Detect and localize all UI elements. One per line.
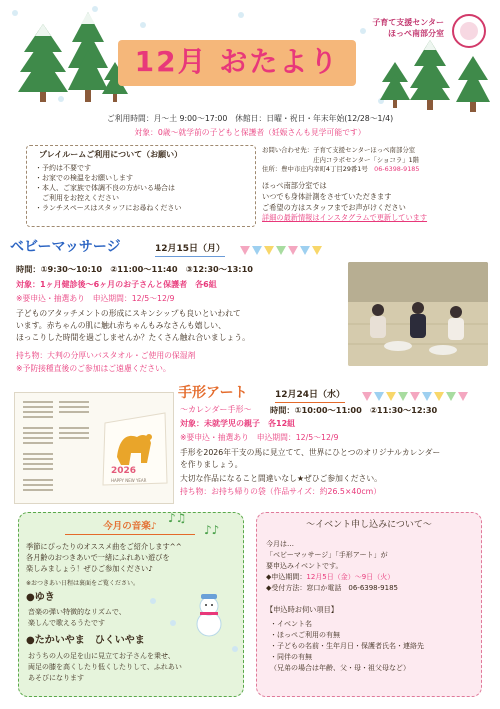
snowflake xyxy=(360,28,366,34)
snowflake xyxy=(140,22,146,28)
massage-description: 子どものアタッチメントの形成にスキンシップも良いといわれて います。赤ちゃんの肌に触れ赤ちゃんもみなさんも嬉しい、 ほっこりした時間を過ごしませんか？たくさん触れ合いましょう。 xyxy=(16,309,250,343)
playroom-item: ・お家での検温をお願いします xyxy=(35,173,133,182)
required-items-title: 【申込時お伺い項目】 xyxy=(266,605,338,614)
massage-bring: 持ち物：大判の分厚いバスタオル・ご使用の保湿剤 xyxy=(16,351,196,360)
snowman-icon xyxy=(192,592,226,638)
handprint-heading: 手形アート xyxy=(178,385,248,401)
playroom-item: ・本人、ご家族で体調不良の方がいる場合は xyxy=(35,184,175,193)
handprint-description: 手形を2026年干支の馬に見立てて、世界にひとつのオリジナルカレンダー を作りましょう。 xyxy=(180,448,441,470)
massage-photo xyxy=(348,262,488,366)
song-description: おうちの人の足を山に見立てお子さんを乗せ、 両足の膝を高くしたり低くしたりして、ふれあい あそびになります xyxy=(28,652,182,682)
snowflake xyxy=(238,12,244,18)
playroom-title: プレイルームご利用について（お願い） xyxy=(39,150,183,159)
event-body: 今月は… 「ベビーマッサージ」「手形アート」が 要申込みイベントです。 ◆申込期間：12月5日（金）〜9日（火） ◆受付方法：窓口か電話 06-6398-9185 xyxy=(266,540,398,593)
handprint-note: 大切な作品になること間違いなし★ぜひご参加ください。 xyxy=(180,474,382,483)
handprint-time: 時間：①10:00〜11:00 ②11:30〜12:30 xyxy=(270,405,438,415)
event-title: 〜イベント申し込みについて〜 xyxy=(306,520,432,530)
playroom-item: ・予約は不要です xyxy=(35,163,91,172)
massage-application: ※要申込・抽選あり 申込期間：12/5〜12/9 xyxy=(16,294,175,303)
instagram-link[interactable]: 詳細の最新情報はインスタグラムで更新しています xyxy=(262,213,428,223)
bunting-decoration xyxy=(362,392,470,402)
massage-date: 12月15日（月） xyxy=(155,243,225,257)
tree-icon xyxy=(456,56,490,112)
bunting-decoration xyxy=(240,246,324,256)
snowflake xyxy=(12,10,18,16)
massage-target: 対象：1ヶ月健診後〜6ヶ月のお子さんと保護者 各6組 xyxy=(16,280,217,289)
snowflake xyxy=(150,598,156,604)
handprint-bring: 持ち物：お持ち帰りの袋（作品サイズ：約26.5×40cm） xyxy=(180,487,382,496)
contact-info: お問い合わせ先：子育て支援センターほっぺ南部分室 庄内コラボセンター「ショコラ」1階 住所：豊中市庄内幸町4丁目29番1号 06-6398-9185 xyxy=(262,146,420,174)
page-title: 12月 おたより xyxy=(134,45,340,78)
list-item: ・同伴の有無 xyxy=(270,653,312,662)
song-title: ●たかいやま ひくいやま xyxy=(26,635,145,646)
handprint-application: ※要申込・抽選あり 申込期間：12/5〜12/9 xyxy=(180,433,339,442)
playroom-box xyxy=(26,145,256,227)
calendar-sample xyxy=(14,392,174,504)
opening-hours: ご利用時間：月〜土 9:00〜17:00 休館日：日曜・祝日・年末年始(12/28〜1/4) xyxy=(106,114,394,123)
target-audience: 対象：0歳〜就学前の子どもと保護者（妊娠さんも見学可能です） xyxy=(134,128,366,137)
song-title: ●ゆき xyxy=(26,592,55,603)
org-name: 子育て支援センター ほっぺ南部分室 xyxy=(372,18,444,38)
handprint-subtitle: 〜カレンダー手形〜 xyxy=(180,405,252,414)
calendar-year: 2026 xyxy=(111,466,137,476)
playroom-item: ・ランチスペースはスタッフにお尋ねください xyxy=(35,204,182,213)
phone-number[interactable]: 06-6398-9185 xyxy=(374,165,420,174)
handprint-date: 12月24日（水） xyxy=(275,389,345,403)
playroom-item: ご利用をお控えください xyxy=(35,194,119,203)
music-title: 今月の音楽♪ xyxy=(65,521,195,535)
song-description: 音楽の弾い特徴的なリズムで、 楽しんで歌えるうたです xyxy=(28,608,126,627)
massage-note: ※予防接種直後のご参加はご遠慮ください。 xyxy=(16,364,171,373)
snowflake xyxy=(170,620,176,626)
tree-icon xyxy=(410,40,450,110)
music-intro: 季節にぴったりのオススメ曲をご紹介します^^ 各月齢のおつきあいで一緒にふれあい遊びを 楽しみましょう！ぜひご参加ください♪ xyxy=(26,542,182,574)
snowflake xyxy=(232,646,238,652)
logo-icon xyxy=(452,14,486,48)
calendar-sub: HAPPY NEW YEAR xyxy=(111,478,147,483)
list-item: ・イベント名 xyxy=(270,620,312,628)
tree-icon xyxy=(18,22,68,102)
music-schedule-note: ※おつきあい日程は裏面をご覧ください。 xyxy=(26,580,139,587)
required-items xyxy=(270,619,476,674)
application-period: 12月5日（金）〜9日（火） xyxy=(306,573,395,582)
list-item: ・ほっぺご利用の有無 xyxy=(270,631,340,640)
massage-time: 時間：①9:30〜10:10 ②11:00〜11:40 ③12:30〜13:10 xyxy=(16,264,253,274)
massage-heading: ベビーマッサージ xyxy=(10,239,121,255)
music-note-icon: ♪♫ xyxy=(168,511,187,525)
list-item: （兄弟の場合は年齢、父・母・祖父母など） xyxy=(270,664,410,673)
tree-icon xyxy=(380,62,410,108)
music-note-icon: ♪♪ xyxy=(204,523,220,537)
handprint-target: 対象：未就学児の親子 各12組 xyxy=(180,419,296,428)
list-item: ・子どもの名前・生年月日・保護者氏名・連絡先 xyxy=(270,642,424,651)
measurement-message: ほっぺ南部分室では いつでも身体計測をさせていただきます ご希望の方はスタッフまでお声がけください 詳細の最新情報はインスタグラムで更新しています xyxy=(262,181,487,224)
